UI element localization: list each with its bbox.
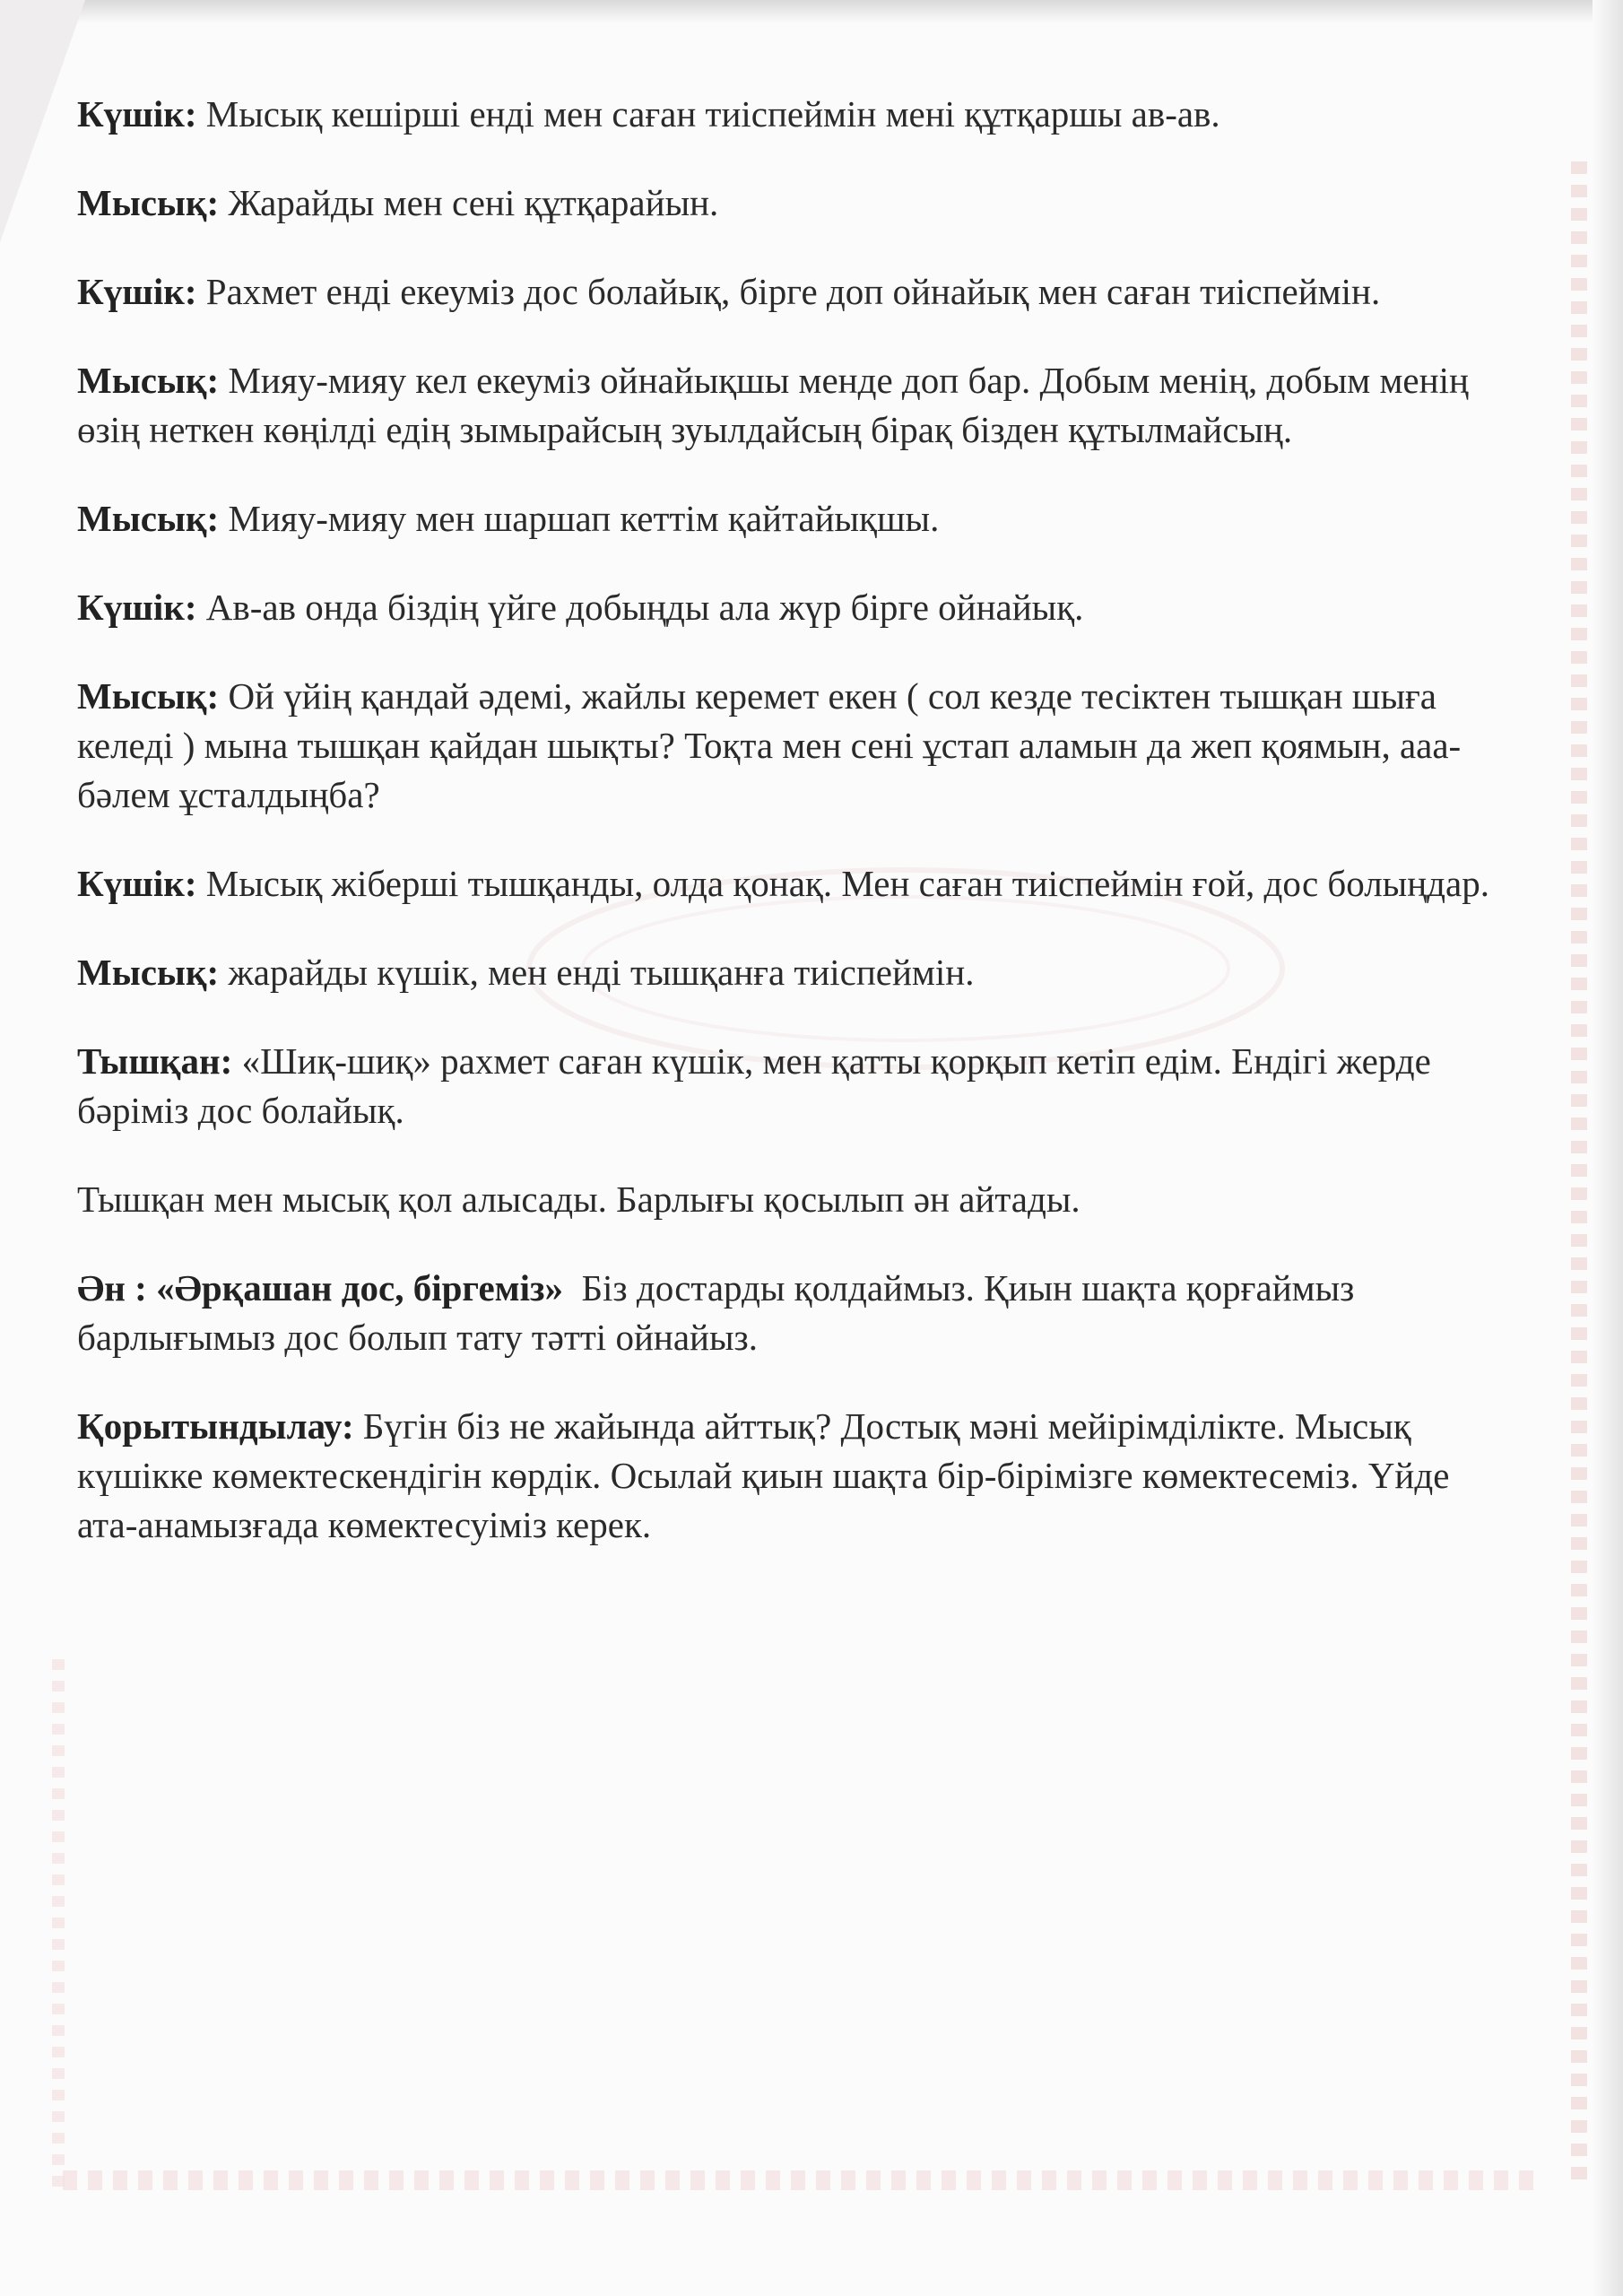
line-text: Рахмет енді екеуміз дос болайық, бірге доп ойнайық мен саған тиіспеймін. [196,271,1381,312]
conclusion-paragraph [77,1402,1512,1550]
document-body [77,90,1512,1589]
line-text: Бүгін біз не жайында айттық? Достық мәні мейірімділікте. Мысық күшікке көмектескендігін көрдік. Осылай қиын шақта бір-бірімізге көмектесеміз. Үйде ата-анамызғада көмектесуіміз керек. [77,1405,1450,1545]
speaker-name: Мысық: [77,952,220,993]
dialogue-line [77,267,1512,317]
bleed-through-border-bottom [63,2170,1533,2190]
section-label: Қорытындылау: [77,1405,354,1447]
speaker-name: Күшік: [77,587,197,628]
bleed-through-border-right [1571,161,1587,2188]
speaker-name: Мысық: [77,182,220,223]
dialogue-line [77,494,1512,544]
speaker-name: Күшік: [77,863,197,904]
dialogue-line [77,672,1512,820]
dialogue-line [77,356,1512,455]
line-text: Мияу-мияу кел екеуміз ойнайықшы менде доп бар. Добым менің, добым менің өзің неткен көңілді едің зымырайсың зуылдайсың бірақ бізден құтылмайсың. [77,360,1469,450]
speaker-name: Мысық: [77,498,220,539]
line-text: Біз достарды қолдаймыз. Қиын шақта қорғаймыз барлығымыз дос болып тату тәтті ойнайыз. [77,1267,1364,1358]
folded-corner [0,0,85,242]
speaker-name: Күшік: [77,93,197,135]
line-text: Мысық жіберші тышқанды, олда қонақ. Мен саған тиіспеймін ғой, дос болыңдар. [196,863,1489,904]
scan-right-edge [1593,0,1623,2296]
dialogue-line [77,583,1512,632]
speaker-name: Мысық: [77,360,220,401]
dialogue-line [77,90,1512,139]
line-text: Мияу-мияу мен шаршап кеттім қайтайықшы. [219,498,940,539]
line-text: «Шиқ-шиқ» рахмет саған күшік, мен қатты қорқып кетіп едім. Ендігі жерде бәріміз дос болайық. [77,1040,1431,1131]
speaker-name: Тышқан: [77,1040,233,1082]
dialogue-line [77,948,1512,997]
song-title: Ән : «Әрқашан дос, біргеміз» [77,1267,563,1309]
stage-direction [77,1175,1512,1224]
speaker-name: Күшік: [77,271,197,312]
line-text: Мысық кешірші енді мен саған тиіспеймін мені құтқаршы ав-ав. [196,93,1220,135]
song-line [77,1264,1512,1362]
line-text: Ав-ав онда біздің үйге добыңды ала жүр бірге ойнайық. [196,587,1084,628]
line-text: жарайды күшік, мен енді тышқанға тиіспеймін. [219,952,975,993]
line-text: Жарайды мен сені құтқарайын. [219,182,719,223]
line-text: Тышқан мен мысық қол алысады. Барлығы қосылып ән айтады. [77,1178,1081,1220]
bleed-through-border-left [52,1659,65,2197]
dialogue-line [77,1037,1512,1135]
dialogue-line [77,178,1512,228]
line-text: Ой үйің қандай әдемі, жайлы керемет екен ( сол кезде тесіктен тышқан шыға келеді ) мына тышқан қайдан шықты? Тоқта мен сені ұстап аламын да жеп қоямын, ааа-бәлем ұсталдыңба? [77,675,1462,815]
speaker-name: Мысық: [77,675,220,717]
dialogue-line [77,859,1512,909]
scan-top-edge [54,0,1623,23]
